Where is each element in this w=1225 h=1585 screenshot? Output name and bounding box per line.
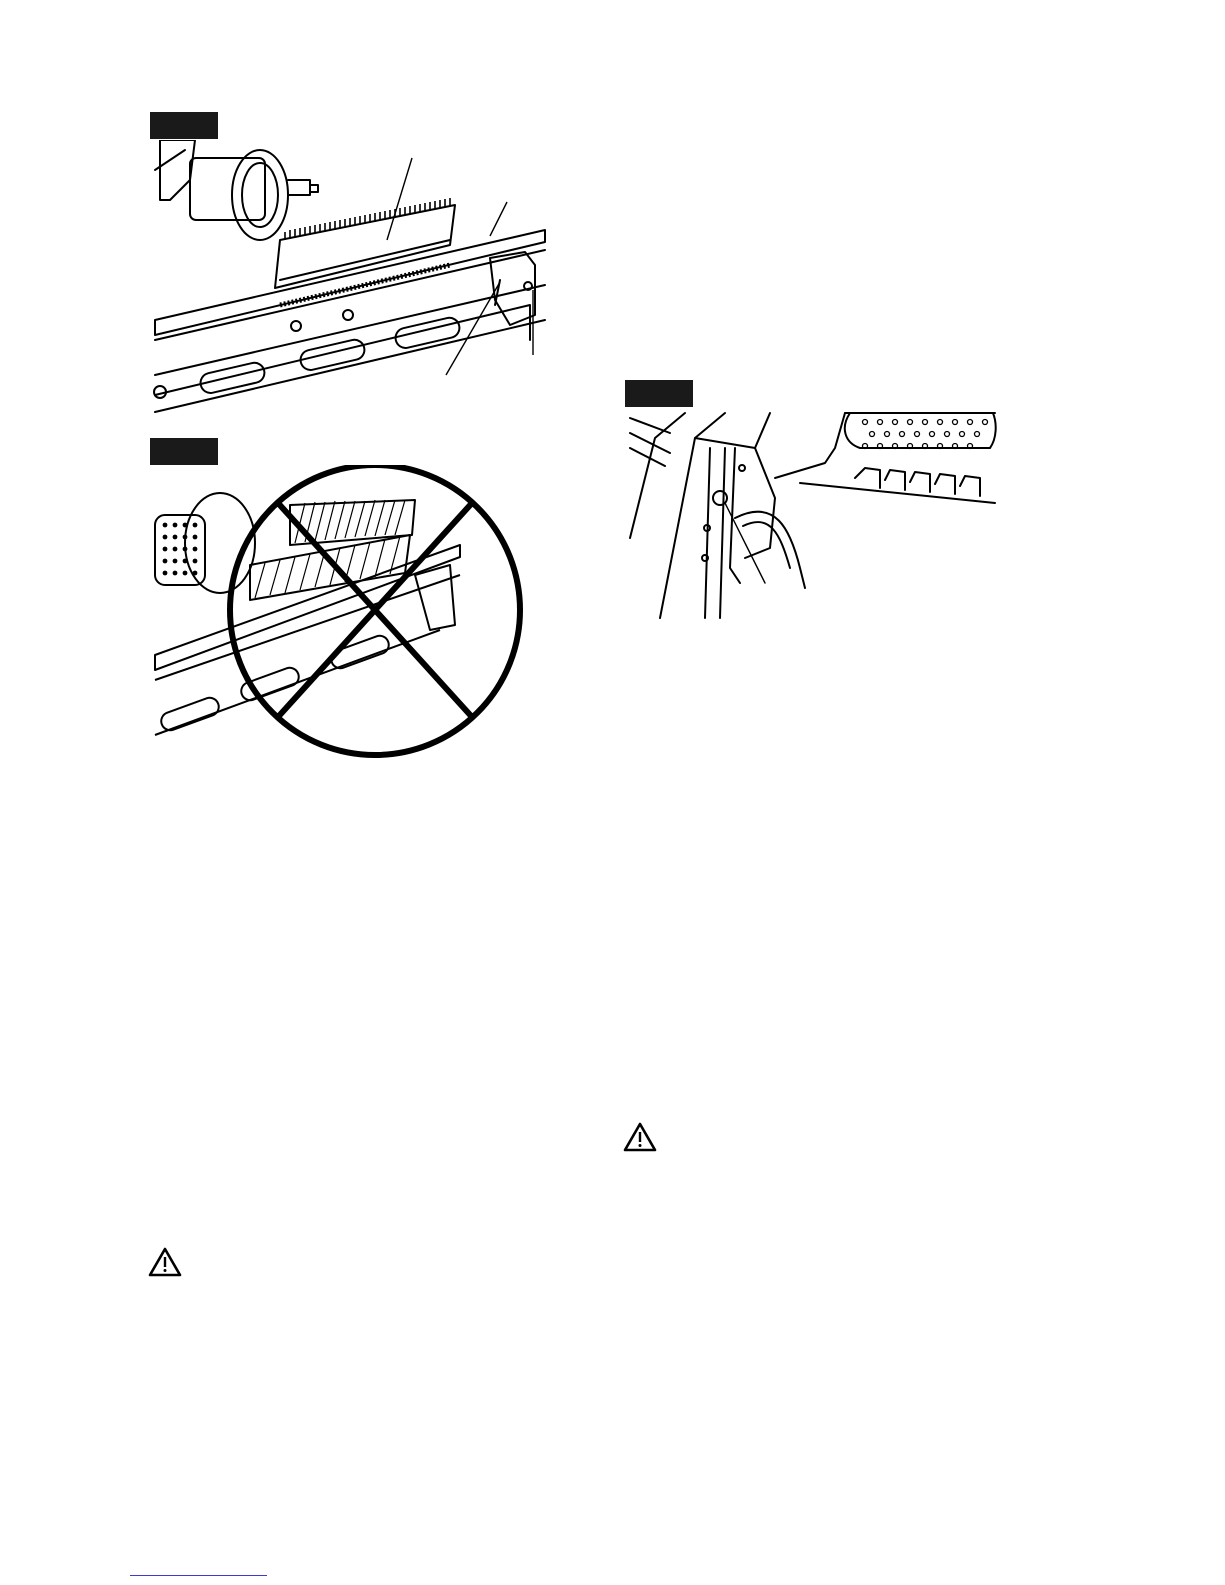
warning-triangle-icon [148,1247,182,1277]
figure-trigger-detail [625,408,1000,623]
figure-incorrect-loading [150,465,525,765]
warning-triangle-icon [623,1122,657,1152]
figure-tab-a [150,112,218,139]
footnote-rule [130,1575,267,1576]
figure-magazine-loaded [150,140,550,415]
figure-tab-b [150,438,218,465]
figure-tab-c [625,380,693,407]
